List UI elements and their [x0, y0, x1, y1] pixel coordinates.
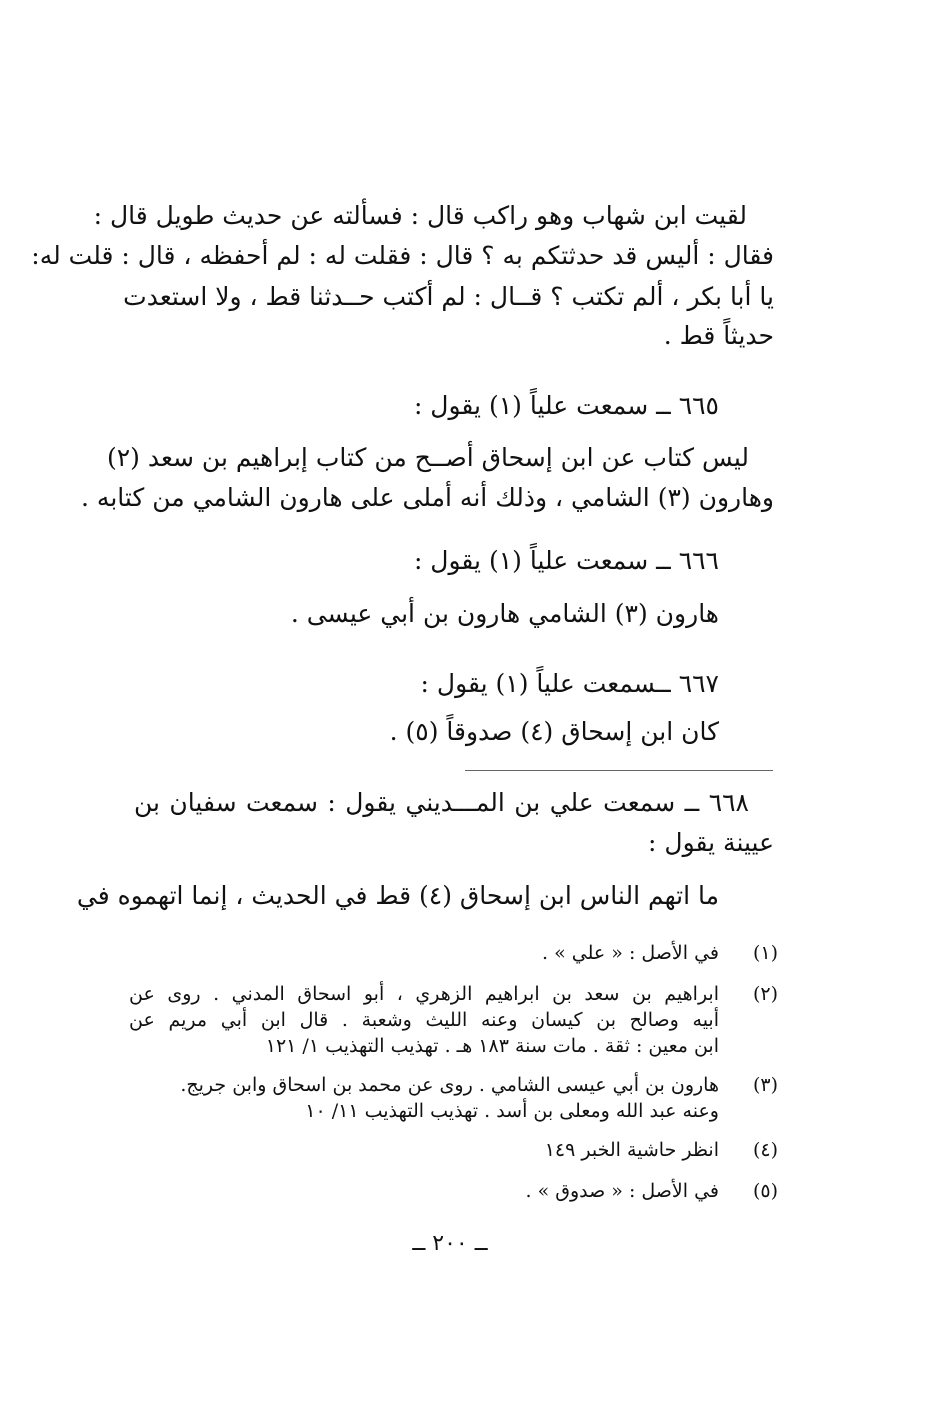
entry-body-line: وهارون (٣) الشامي ، وذلك أنه أملى على هارون الشامي من كتابه . — [81, 483, 774, 512]
paragraph-line: حديثاً قط . — [663, 321, 774, 350]
footnote-number: (٢) — [752, 983, 778, 1005]
page-number: ــ ٢٠٠ ــ — [412, 1231, 488, 1256]
footnote-line: في الأصل : « علي » . — [542, 942, 719, 964]
footnote-number: (١) — [752, 942, 778, 964]
footnote-line: في الأصل : « صدوق » . — [525, 1180, 719, 1202]
paragraph-line: فقال : أليس قد حدثتكم به ؟ قال : فقلت له : لم أحفظه ، قال : قلت له: — [31, 241, 774, 270]
footnote-number: (٤) — [752, 1139, 778, 1161]
entry-body-line: كان ابن إسحاق (٤) صدوقاً (٥) . — [389, 717, 719, 746]
footnote-line: انظر حاشية الخبر ١٤٩ — [544, 1139, 719, 1161]
footnote-line: ابراهيم بن سعد بن ابراهيم الزهري ، أبو اسحاق المدني . روى عن — [129, 983, 719, 1005]
footnote-number: (٥) — [752, 1180, 778, 1202]
entry-body-line: ما اتهم الناس ابن إسحاق (٤) قط في الحديث ، إنما اتهموه في — [76, 881, 719, 910]
section-divider — [465, 770, 773, 771]
footnote-line: أبيه وصالح بن كيسان وعنه الليث وشعبة . قال ابن أبي مريم عن — [129, 1009, 719, 1031]
entry-heading: ٦٦٨ ــ سمعت علي بن المـــديني يقول : سمعت سفيان بن — [134, 788, 749, 817]
entry-heading: ٦٦٧ ــسمعت علياً (١) يقول : — [420, 669, 719, 698]
entry-body-line: هارون (٣) الشامي هارون بن أبي عيسى . — [290, 599, 719, 628]
footnote-line: ابن معين : ثقة . مات سنة ١٨٣ هـ . تهذيب التهذيب ١/ ١٢١ — [265, 1035, 719, 1057]
entry-heading: ٦٦٦ ــ سمعت علياً (١) يقول : — [413, 546, 719, 575]
footnote-number: (٣) — [752, 1074, 778, 1096]
entry-heading: عيينة يقول : — [648, 828, 774, 857]
footnote-line: وعنه عبد الله ومعلى بن أسد . تهذيب التهذيب ١١/ ١٠ — [305, 1100, 719, 1122]
entry-heading: ٦٦٥ ــ سمعت علياً (١) يقول : — [413, 391, 719, 420]
footnote-line: هارون بن أبي عيسى الشامي . روى عن محمد بن اسحاق وابن جريج. — [180, 1074, 719, 1096]
entry-body-line: ليس كتاب عن ابن إسحاق أصــح من كتاب إبراهيم بن سعد (٢) — [106, 443, 749, 472]
paragraph-line: لقيت ابن شهاب وهو راكب قال : فسألته عن حديث طويل قال : — [93, 201, 747, 230]
paragraph-line: يا أبا بكر ، ألم تكتب ؟ قــال : لم أكتب حــدثنا قط ، ولا استعدت — [123, 282, 774, 311]
